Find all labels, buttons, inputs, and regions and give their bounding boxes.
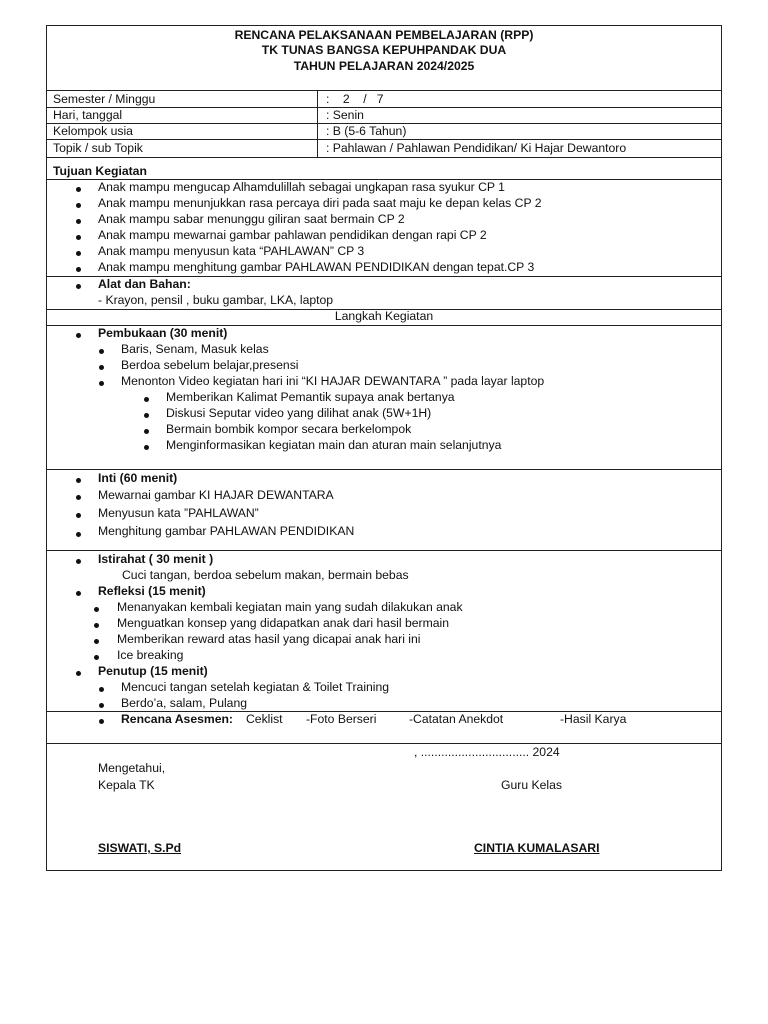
info-value: : 2 / 7 [326,92,384,106]
asesmen-item: -Foto Berseri [306,712,377,726]
bullet-icon [76,203,81,208]
section-divider [47,743,721,744]
info-label: Kelompok usia [53,124,133,138]
refleksi-item: Menanyakan kembali kegiatan main yang sudah dilakukan anak [117,600,463,614]
bullet-icon [76,267,81,272]
rpp-document [46,25,722,871]
bullet-icon [99,719,104,724]
bullet-icon [99,349,104,354]
info-label: Semester / Minggu [53,92,156,106]
pembukaan-subitem: Memberikan Kalimat Pemantik supaya anak bertanya [166,390,455,404]
bullet-icon [76,671,81,676]
bullet-icon [76,251,81,256]
kepala-title: Kepala TK [98,778,155,792]
mengetahui-text: Mengetahui, [98,761,166,775]
guru-name: CINTIA KUMALASARI [474,841,600,855]
istirahat-text: Cuci tangan, berdoa sebelum makan, bermain bebas [122,568,409,582]
bullet-icon [76,532,81,537]
asesmen-label: Rencana Asesmen: [121,712,233,726]
bullet-icon [99,365,104,370]
bullet-icon [76,513,81,518]
tujuan-item: Anak mampu menyusun kata “PAHLAWAN” CP 3 [98,244,365,258]
inti-heading: Inti (60 menit) [98,471,178,485]
pembukaan-subitem: Bermain bombik kompor secara berkelompok [166,422,412,436]
inti-item: Menyusun kata ”PAHLAWAN” [98,506,259,520]
asesmen-item: -Catatan Anekdot [409,712,504,726]
bullet-icon [144,445,149,450]
alat-text: - Krayon, pensil , buku gambar, LKA, laptop [98,293,334,307]
pembukaan-item: Menonton Video kegiatan hari ini “KI HAJAR DEWANTARA ” pada layar laptop [121,374,545,388]
bullet-icon [76,333,81,338]
bullet-icon [99,381,104,386]
tujuan-item: Anak mampu menghitung gambar PAHLAWAN PENDIDIKAN dengan tepat.CP 3 [98,260,535,274]
alat-heading: Alat dan Bahan: [98,277,191,291]
asesmen-item: -Hasil Karya [560,712,627,726]
penutup-item: Mencuci tangan setelah kegiatan & Toilet Training [121,680,390,694]
penutup-item: Berdo’a, salam, Pulang [121,696,248,710]
guru-title: Guru Kelas [501,778,562,792]
info-label: Topik / sub Topik [53,141,143,155]
pembukaan-item: Baris, Senam, Masuk kelas [121,342,269,356]
bullet-icon [76,219,81,224]
pembukaan-subitem: Diskusi Seputar video yang dilihat anak (5W+1H) [166,406,432,420]
info-value: : Senin [326,108,364,122]
penutup-heading: Penutup (15 menit) [98,664,208,678]
pembukaan-heading: Pembukaan (30 menit) [98,326,228,340]
langkah-heading: Langkah Kegiatan [334,309,434,323]
bullet-icon [76,591,81,596]
bullet-icon [76,495,81,500]
bullet-icon [99,687,104,692]
pembukaan-item: Berdoa sebelum belajar,presensi [121,358,299,372]
info-value: : Pahlawan / Pahlawan Pendidikan/ Ki Hajar Dewantoro [326,141,627,155]
tujuan-item: Anak mampu mengucap Alhamdulillah sebagai ungkapan rasa syukur CP 1 [98,180,505,194]
tujuan-heading: Tujuan Kegiatan [53,164,147,178]
bullet-icon [94,607,99,612]
asesmen-item: Ceklist [246,712,283,726]
refleksi-item: Ice breaking [117,648,184,662]
refleksi-heading: Refleksi (15 menit) [98,584,206,598]
info-column-divider [317,90,318,157]
school-year: TAHUN PELAJARAN 2024/2025 [293,59,475,73]
bullet-icon [76,187,81,192]
bullet-icon [144,397,149,402]
info-value: : B (5-6 Tahun) [326,124,407,138]
bullet-icon [144,413,149,418]
kepala-name: SISWATI, S.Pd [98,841,182,855]
tujuan-item: Anak mampu sabar menunggu giliran saat bermain CP 2 [98,212,405,226]
doc-title: RENCANA PELAKSANAAN PEMBELAJARAN (RPP) [234,28,534,42]
info-label: Hari, tanggal [53,108,123,122]
refleksi-item: Memberikan reward atas hasil yang dicapai anak hari ini [117,632,421,646]
refleksi-item: Menguatkan konsep yang didapatkan anak dari hasil bermain [117,616,449,630]
bullet-icon [94,639,99,644]
tujuan-item: Anak mampu menunjukkan rasa percaya diri pada saat maju ke depan kelas CP 2 [98,196,542,210]
inti-item: Mewarnai gambar KI HAJAR DEWANTARA [98,488,334,502]
bullet-icon [99,703,104,708]
bullet-icon [76,235,81,240]
bullet-icon [144,429,149,434]
bullet-icon [76,284,81,289]
bullet-icon [76,478,81,483]
school-name: TK TUNAS BANGSA KEPUHPANDAK DUA [261,43,507,57]
bullet-icon [94,655,99,660]
pembukaan-subitem: Menginformasikan kegiatan main dan aturan main selanjutnya [166,438,502,452]
info-row-divider [47,157,721,158]
info-row-divider [47,107,721,108]
istirahat-heading: Istirahat ( 30 menit ) [98,552,214,566]
bullet-icon [94,623,99,628]
inti-item: Menghitung gambar PAHLAWAN PENDIDIKAN [98,524,355,538]
tujuan-item: Anak mampu mewarnai gambar pahlawan pendidikan dengan rapi CP 2 [98,228,487,242]
bullet-icon [76,559,81,564]
sign-date: , ................................ 2024 [414,745,560,759]
